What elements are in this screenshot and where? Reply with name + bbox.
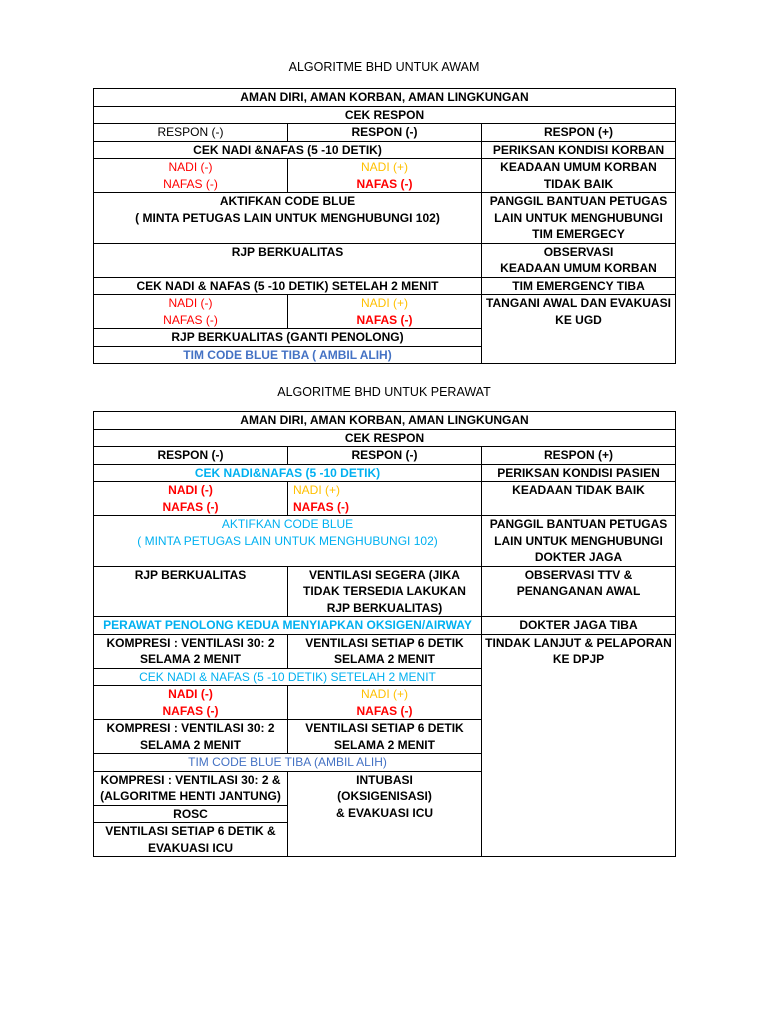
intubasi-label: INTUBASI [356,772,413,787]
evakuasi-icu-label: & EVAKUASI ICU [335,805,434,820]
nadi-neg-label: NADI (-) [168,687,213,701]
observasi-label: OBSERVASI [543,244,614,259]
nadi-neg-cell [94,482,288,516]
respon-neg-cell-2: RESPON (-) [288,124,482,142]
ventilasi-evakuasi-cell: VENTILASI SETIAP 6 DETIK & EVAKUASI ICU [94,823,288,857]
nafas-neg-label-2: NAFAS (-) [356,176,413,191]
cek-respon-cell: CEK RESPON [94,429,676,447]
kompresi-cell-2: KOMPRESI : VENTILASI 30: 2 SELAMA 2 MENIT [94,720,288,754]
nafas-neg-label: NAFAS (-) [163,176,218,191]
observasi-ttv-cell: OBSERVASI TTV & PENANGANAN AWAL [482,566,676,617]
dokter-jaga-tiba-cell: DOKTER JAGA TIBA [482,617,676,635]
rjp-ganti-cell: RJP BERKUALITAS (GANTI PENOLONG) [94,329,482,347]
safety-cell: AMAN DIRI, AMAN KORBAN, AMAN LINGKUNGAN [94,89,676,107]
table-row [94,566,676,617]
table-row [94,243,676,277]
awam-title: ALGORITME BHD UNTUK AWAM [288,60,480,74]
ventilasi-6-detik-cell-2: VENTILASI SETIAP 6 DETIK SELAMA 2 MENIT [288,720,482,754]
code-blue-label: AKTIFKAN CODE BLUE [221,517,354,531]
table-row [94,89,676,107]
table-row [94,159,676,193]
table-row [94,141,676,159]
table-row [94,106,676,124]
nafas-neg-label-2: NAFAS (-) [356,312,413,327]
respon-neg-cell-2: RESPON (-) [288,447,482,465]
cek-nadi-cell: CEK NADI &NAFAS (5 -10 DETIK) [94,141,482,159]
tim-code-blue-cell: TIM CODE BLUE TIBA ( AMBIL ALIH) [94,346,482,364]
respon-pos-cell: RESPON (+) [482,447,676,465]
intubasi-cell [288,771,482,857]
nadi-pos-cell-2 [288,295,482,329]
table-row [94,124,676,142]
ventilasi-6-detik-cell: VENTILASI SETIAP 6 DETIK SELAMA 2 MENIT [288,634,482,668]
nadi-neg-label: NADI (-) [168,160,213,174]
nadi-pos-label: NADI (+) [360,296,408,310]
panggil-bantuan-cell: PANGGIL BANTUAN PETUGAS LAIN UNTUK MENGHUBUNGI DOKTER JAGA [482,516,676,567]
code-blue-cell [94,516,482,567]
ventilasi-segera-cell: VENTILASI SEGERA (JIKA TIDAK TERSEDIA LAKUKAN RJP BERKUALITAS) [288,566,482,617]
respon-neg-cell: RESPON (-) [94,447,288,465]
penolong-kedua-cell: PERAWAT PENOLONG KEDUA MENYIAPKAN OKSIGEN/AIRWAY [94,617,482,635]
table-row [94,516,676,567]
code-blue-cell [94,193,482,244]
periksa-kondisi-cell: PERIKSAN KONDISI KORBAN [482,141,676,159]
keadaan-cell: KEADAAN TIDAK BAIK [482,482,676,516]
table-row [94,277,676,295]
table-row [94,447,676,465]
tim-emergency-cell: TIM EMERGENCY TIBA [482,277,676,295]
code-blue-label: AKTIFKAN CODE BLUE [219,194,356,208]
periksa-kondisi-cell: PERIKSAN KONDISI PASIEN [482,464,676,482]
nadi-neg-cell [94,159,288,193]
awam-algorithm-table [93,88,676,364]
rjp-cell: RJP BERKUALITAS [94,243,482,277]
nadi-neg-label: NADI (-) [168,483,213,497]
nadi-pos-cell [288,482,482,516]
rjp-cell: RJP BERKUALITAS [94,566,288,617]
nadi-pos-label: NADI (+) [293,483,341,497]
respon-pos-cell: RESPON (+) [482,124,676,142]
tim-code-blue-cell: TIM CODE BLUE TIBA (AMBIL ALIH) [94,754,482,772]
respon-neg-cell: RESPON (-) [94,124,288,142]
nafas-neg-label: NAFAS (-) [162,703,219,718]
code-blue-note: ( MINTA PETUGAS LAIN UNTUK MENGHUBUNGI 102) [137,533,438,548]
kompresi-henti-jantung-cell: KOMPRESI : VENTILASI 30: 2 & (ALGORITME HENTI JANTUNG) [94,771,288,805]
oksigenisasi-label: (OKSIGENISASI) [337,789,432,803]
nadi-pos-label: NADI (+) [360,687,408,701]
table-row [94,429,676,447]
table-row [94,482,676,516]
nadi-pos-label: NADI (+) [360,160,408,174]
safety-cell: AMAN DIRI, AMAN KORBAN, AMAN LINGKUNGAN [94,412,676,430]
nadi-neg-cell-2 [94,295,288,329]
cek-respon-cell: CEK RESPON [94,106,676,124]
nafas-neg-label-2: NAFAS (-) [293,499,349,514]
table-row [94,193,676,244]
table-row [94,634,676,668]
cek-nadi-2-cell: CEK NADI & NAFAS (5 -10 DETIK) SETELAH 2 MENIT [94,668,482,686]
kompresi-cell: KOMPRESI : VENTILASI 30: 2 SELAMA 2 MENIT [94,634,288,668]
cek-nadi-cell: CEK NADI&NAFAS (5 -10 DETIK) [94,464,482,482]
table-row [94,617,676,635]
keadaan-umum-cell: KEADAAN UMUM KORBAN TIDAK BAIK [482,159,676,193]
tangani-awal-cell: TANGANI AWAL DAN EVAKUASI KE UGD [482,295,676,364]
perawat-title: ALGORITME BHD UNTUK PERAWAT [277,385,491,399]
nadi-neg-label: NADI (-) [168,296,213,310]
panggil-bantuan-cell: PANGGIL BANTUAN PETUGAS LAIN UNTUK MENGHUBUNGI TIM EMERGECY [482,193,676,244]
perawat-algorithm-table [93,411,676,857]
cek-nadi-2-cell: CEK NADI & NAFAS (5 -10 DETIK) SETELAH 2 MENIT [94,277,482,295]
table-row [94,412,676,430]
keadaan-umum-label: KEADAAN UMUM KORBAN [500,261,657,275]
rosc-cell: ROSC [94,805,288,823]
nadi-pos-cell-2 [288,686,482,720]
nadi-neg-cell-2 [94,686,288,720]
nadi-pos-cell [288,159,482,193]
table-row [94,295,676,329]
nafas-neg-label: NAFAS (-) [162,499,219,514]
nafas-neg-label: NAFAS (-) [163,312,218,327]
observasi-cell [482,243,676,277]
table-row [94,464,676,482]
tindak-lanjut-cell: TINDAK LANJUT & PELAPORAN KE DPJP [482,634,676,857]
code-blue-note: ( MINTA PETUGAS LAIN UNTUK MENGHUBUNGI 102) [135,210,440,225]
nafas-neg-label-2: NAFAS (-) [356,703,413,718]
